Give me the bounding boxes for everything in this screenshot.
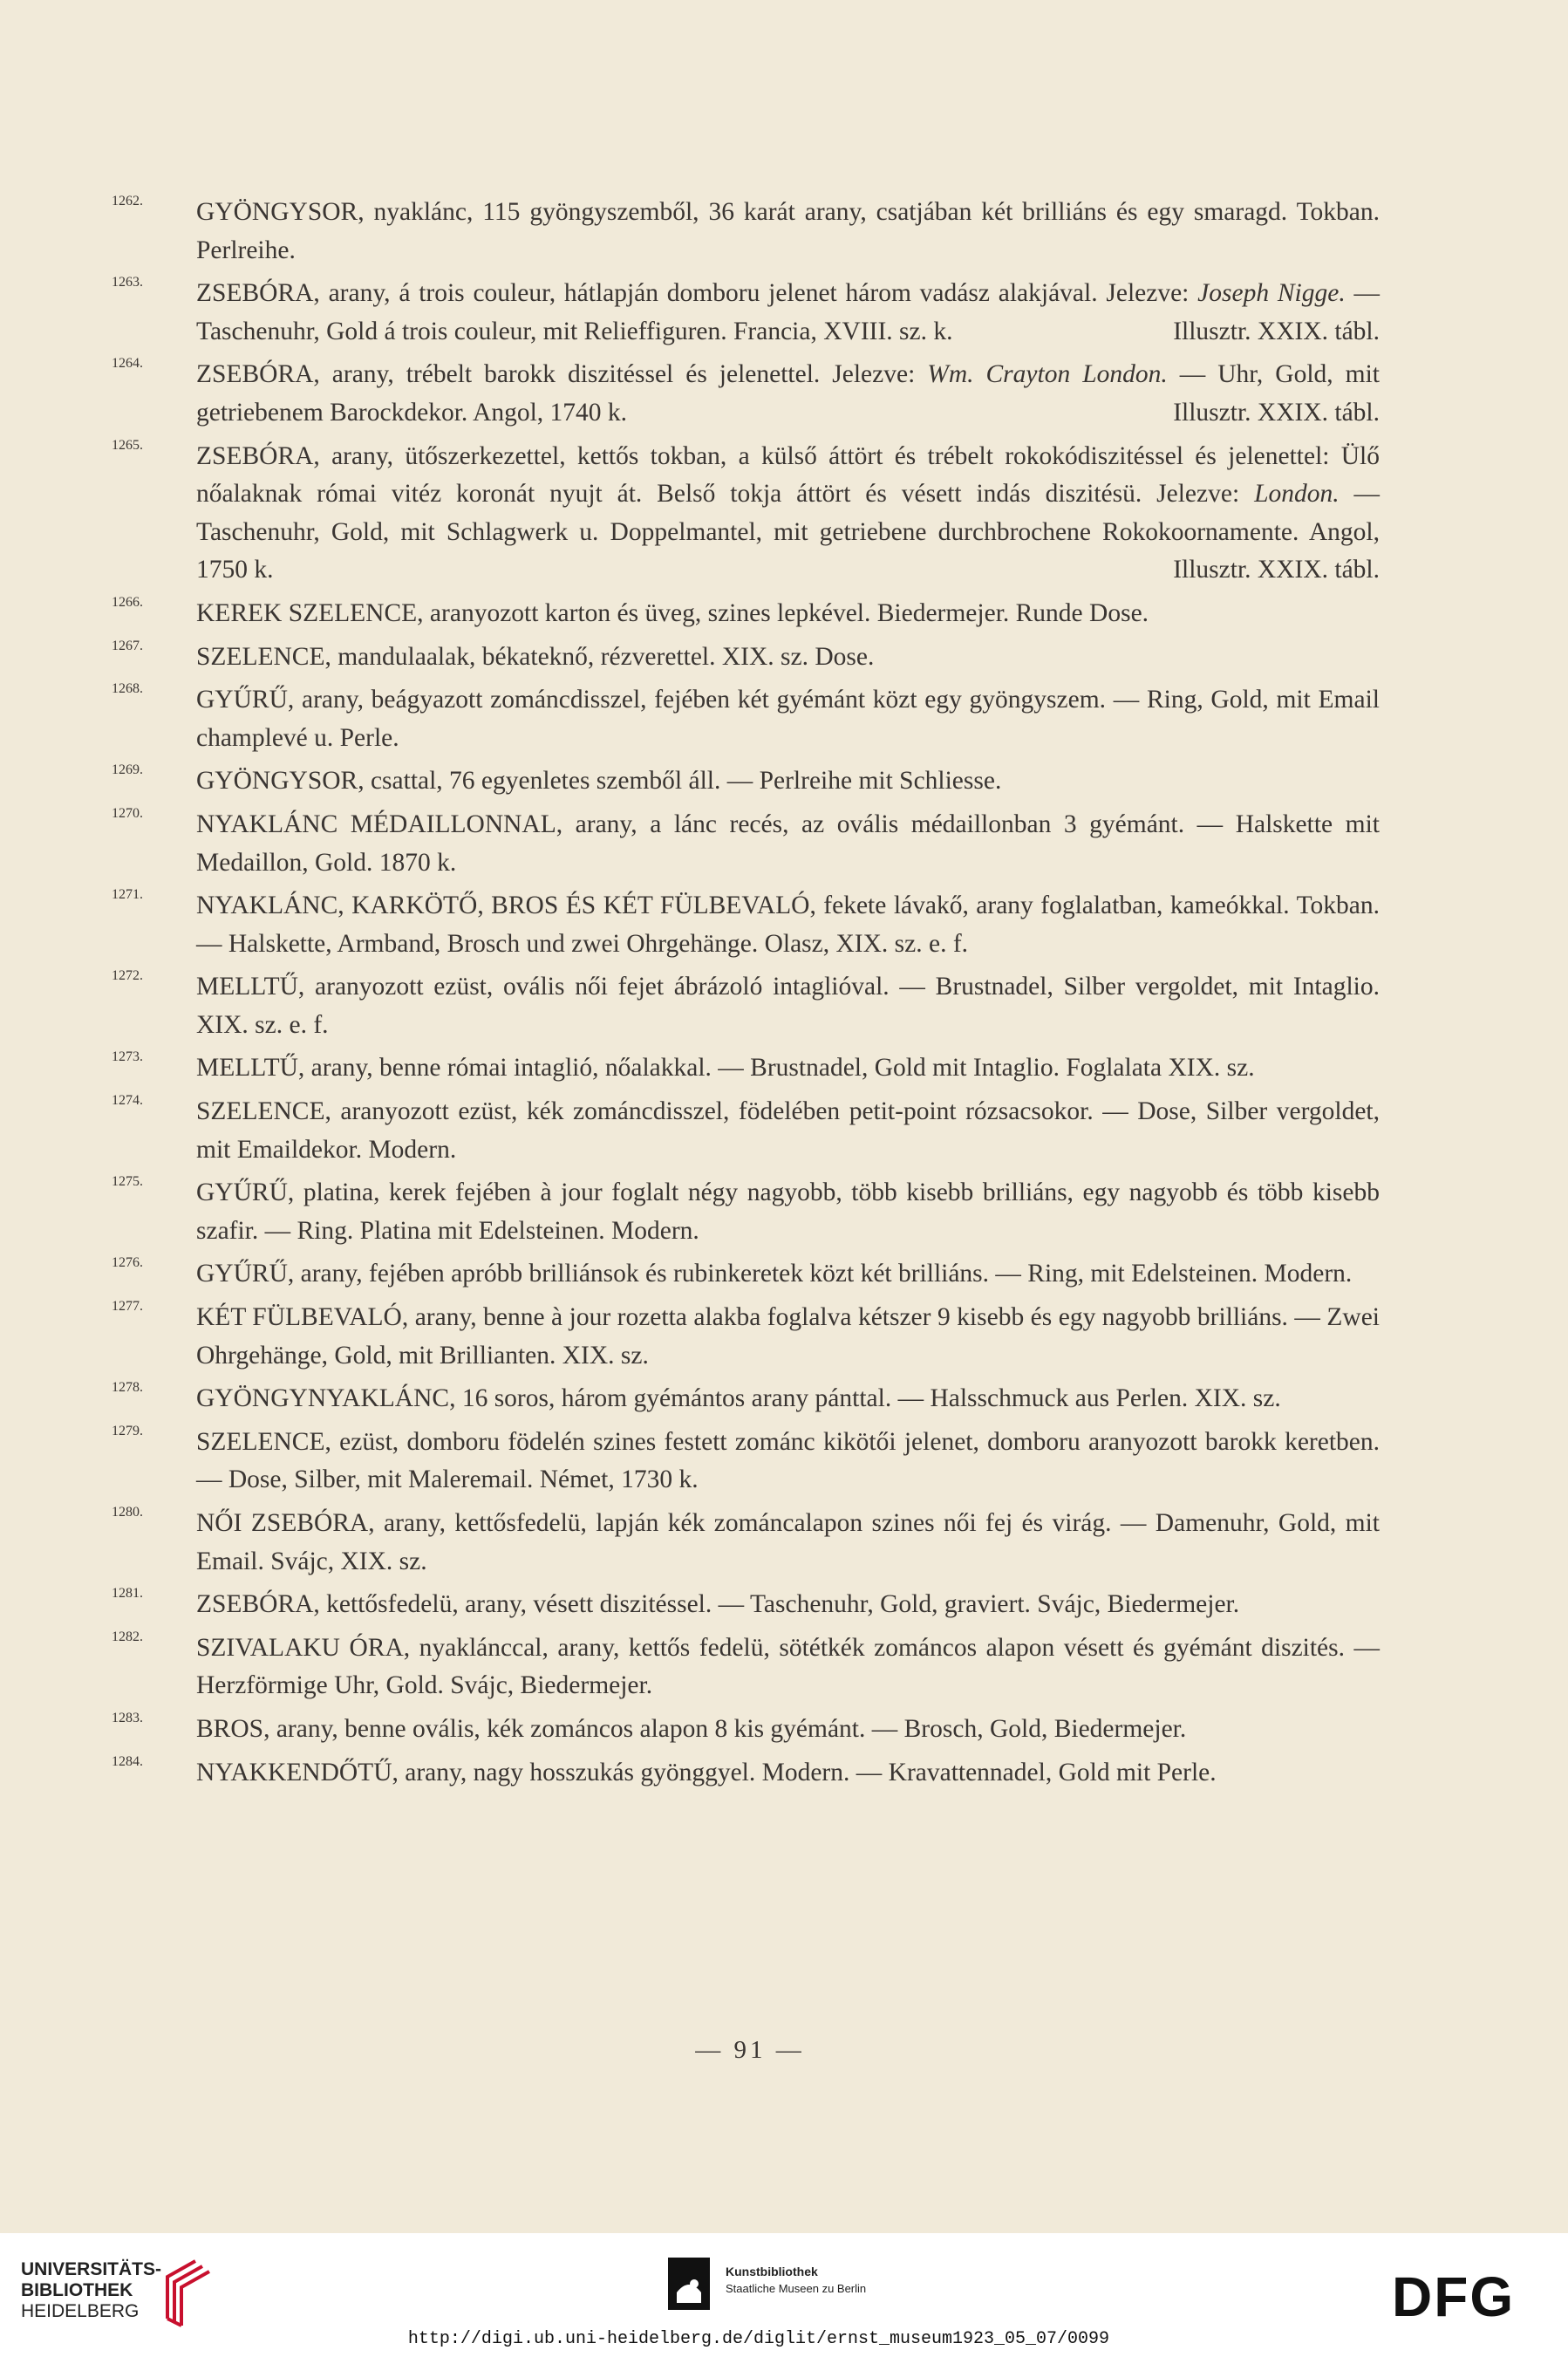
kunstbibliothek-name: Kunstbibliothek xyxy=(726,2265,818,2278)
entry-description xyxy=(196,356,1380,432)
entry-text: GYÖNGYNYAKLÁNC, 16 soros, három gyémántos arany pánttal. — Halsschmuck aus Perlen. XIX. sz. xyxy=(196,1384,1281,1413)
entry-description xyxy=(196,887,1380,963)
kunstbibliothek-subtitle: Staatliche Museen zu Berlin xyxy=(726,2282,867,2295)
catalog-entries xyxy=(112,194,1380,1797)
entry-text-continued: — Taschenuhr, Gold á trois couleur, mit Relieffiguren. Francia, XVIII. sz. k. xyxy=(196,279,1381,345)
entry-text: ZSEBÓRA, arany, á trois couleur, hátlapján domboru jelenet három vadász alakjával. Jelezve: xyxy=(196,279,1198,308)
catalog-entry xyxy=(112,1505,1380,1581)
entry-text: KÉT FÜLBEVALÓ, arany, benne à jour rozetta alakba foglalva kétszer 9 kisebb és egy nagyobb brilliáns. — Zwei Ohrgehänge, Gold, mit Brillianten. XIX. sz. xyxy=(196,1303,1380,1370)
catalog-entry xyxy=(112,968,1380,1044)
catalog-entry xyxy=(112,1629,1380,1705)
entry-number: 1269. xyxy=(112,762,143,778)
illustration-reference: Illusztr. XXIX. tábl. xyxy=(1173,317,1380,345)
entry-number: 1275. xyxy=(112,1174,143,1190)
entry-description xyxy=(196,595,1380,633)
entry-description xyxy=(196,681,1380,757)
entry-text: ZSEBÓRA, arany, trébelt barokk diszitéssel és jelenettel. Jelezve: xyxy=(196,360,928,389)
catalog-entry xyxy=(112,1049,1380,1088)
entry-text: NYAKKENDŐTŰ, arany, nagy hosszukás gyönggyel. Modern. — Kravattennadel, Gold mit Perle. xyxy=(196,1758,1217,1787)
entry-description xyxy=(196,1299,1380,1375)
entry-text: BROS, arany, benne ovális, kék zománcos alapon 8 kis gyémánt. — Brosch, Gold, Biedermejer. xyxy=(196,1714,1187,1743)
entry-text: GYÖNGYSOR, csattal, 76 egyenletes szemből áll. — Perlreihe mit Schliesse. xyxy=(196,767,1002,796)
entry-number: 1277. xyxy=(112,1299,143,1315)
kunstbibliothek-mark-icon xyxy=(668,2258,710,2310)
catalog-entry xyxy=(112,275,1380,351)
ub-heidelberg-logo[interactable] xyxy=(21,2259,161,2322)
entry-text: GYŰRŰ, arany, fejében apróbb brilliánsok és rubinkeretek közt két brilliáns. — Ring, mit Edelsteinen. Modern. xyxy=(196,1260,1353,1288)
entry-text: NYAKLÁNC, KARKÖTŐ, BROS ÉS KÉT FÜLBEVALÓ, fekete lávakő, arany foglalatban, kameókkal. Tokban. — Halskette, Armband, Brosch und zwei Ohrgehänge. Olasz, XIX. sz. e. f. xyxy=(196,892,1380,958)
entry-description xyxy=(196,1586,1380,1624)
catalog-entry xyxy=(112,681,1380,757)
catalog-entry xyxy=(112,762,1380,801)
catalog-entry xyxy=(112,356,1380,432)
catalog-entry xyxy=(112,1754,1380,1793)
illustration-reference: Illusztr. XXIX. tábl. xyxy=(1173,556,1380,584)
ub-logo-line-1: UNIVERSITÄTS- xyxy=(21,2259,162,2279)
entry-description xyxy=(196,1424,1380,1500)
catalog-entry xyxy=(112,639,1380,677)
entry-description xyxy=(196,1505,1380,1581)
entry-number: 1284. xyxy=(112,1753,143,1769)
entry-number: 1278. xyxy=(112,1380,143,1396)
entry-description xyxy=(196,1049,1380,1088)
entry-number: 1281. xyxy=(112,1586,143,1602)
catalog-entry xyxy=(112,887,1380,963)
entry-description xyxy=(196,1380,1380,1418)
entry-text-continued: — Taschenuhr, Gold, mit Schlagwerk u. Doppelmantel, mit getriebene durchbrochene Rokokoornamente. Angol, 1750 k. xyxy=(196,480,1381,584)
entry-description xyxy=(196,1711,1380,1749)
entry-text-continued: — Uhr, Gold, mit getriebenem Barockdekor. Angol, 1740 k. xyxy=(196,360,1380,427)
entry-text: MELLTŰ, aranyozott ezüst, ovális női fejet ábrázoló intaglióval. — Brustnadel, Silber vergoldet, mit Intaglio. XIX. sz. e. f. xyxy=(196,973,1380,1039)
entry-number: 1273. xyxy=(112,1049,143,1065)
catalog-entry xyxy=(112,1424,1380,1500)
maker-mark: Wm. Crayton London. xyxy=(927,360,1168,389)
entry-number: 1272. xyxy=(112,968,143,984)
entry-description xyxy=(196,806,1380,882)
entry-text: KEREK SZELENCE, aranyozott karton és üveg, szines lepkével. Biedermejer. Runde Dose. xyxy=(196,598,1149,627)
entry-text: SZELENCE, mandulaalak, békateknő, rézverettel. XIX. sz. Dose. xyxy=(196,642,875,671)
entry-number: 1280. xyxy=(112,1505,143,1520)
entry-text: GYŰRŰ, arany, beágyazott zománcdisszel, fejében két gyémánt közt egy gyöngyszem. — Ring, Gold, mit Email champlevé u. Perle. xyxy=(196,686,1380,752)
entry-description xyxy=(196,968,1380,1044)
entry-number: 1265. xyxy=(112,437,143,453)
catalog-entry xyxy=(112,1380,1380,1418)
entry-number: 1264. xyxy=(112,356,143,372)
entry-text: SZELENCE, aranyozott ezüst, kék zománcdisszel, födelében petit-point rózsacsokor. — Dose, Silber vergoldet, mit Emaildekor. Modern. xyxy=(196,1097,1380,1164)
entry-text: ZSEBÓRA, arany, ütőszerkezettel, kettős tokban, a külső áttört és trébelt rokokódiszitéssel és jelenettel: Ülő nőalaknak római vitéz koronát nyujt át. Belső tokja áttört és vésett indás diszitésü. Jelezve: xyxy=(196,441,1380,509)
ub-logo-line-3: HEIDELBERG xyxy=(21,2301,140,2321)
entry-number: 1271. xyxy=(112,887,143,903)
entry-number: 1276. xyxy=(112,1255,143,1271)
entry-number: 1266. xyxy=(112,594,143,610)
entry-description xyxy=(196,275,1380,351)
catalog-entry xyxy=(112,1586,1380,1624)
entry-description xyxy=(196,1629,1380,1705)
entry-description xyxy=(196,194,1380,270)
catalog-entry xyxy=(112,1174,1380,1250)
catalog-entry xyxy=(112,194,1380,270)
catalog-entry xyxy=(112,438,1380,590)
entry-description xyxy=(196,1754,1380,1793)
entry-text: ZSEBÓRA, kettősfedelü, arany, vésett diszitéssel. — Taschenuhr, Gold, graviert. Svájc, Biedermejer. xyxy=(196,1590,1240,1619)
ub-logo-line-2: BIBLIOTHEK xyxy=(21,2280,133,2300)
entry-description xyxy=(196,762,1380,801)
entry-description xyxy=(196,639,1380,677)
permalink-url[interactable]: http://digi.ub.uni-heidelberg.de/diglit/ernst_museum1923_05_07/0099 xyxy=(407,2329,1110,2349)
ub-logo-mark-icon xyxy=(159,2258,215,2327)
entry-number: 1283. xyxy=(112,1710,143,1725)
illustration-reference: Illusztr. XXIX. tábl. xyxy=(1173,398,1380,427)
entry-number: 1274. xyxy=(112,1093,143,1109)
maker-mark: London. xyxy=(1254,480,1340,509)
entry-text: NŐI ZSEBÓRA, arany, kettősfedelü, lapján kék zománcalapon szines női fej és virág. — Damenuhr, Gold, mit Email. Svájc, XIX. sz. xyxy=(196,1509,1380,1575)
catalog-entry xyxy=(112,595,1380,633)
footer-bar xyxy=(0,2233,1568,2357)
maker-mark: Joseph Nigge. xyxy=(1197,279,1346,308)
entry-number: 1279. xyxy=(112,1423,143,1438)
entry-text: MELLTŰ, arany, benne római intaglió, nőalakkal. — Brustnadel, Gold mit Intaglio. Foglalata XIX. sz. xyxy=(196,1054,1255,1083)
catalog-entry xyxy=(112,1299,1380,1375)
entry-description xyxy=(196,1174,1380,1250)
entry-number: 1268. xyxy=(112,681,143,697)
entry-text: SZELENCE, ezüst, domboru födelén szines festett zománc kikötői jelenet, domboru aranyozott barokk keretben. — Dose, Silber, mit Maleremail. Német, 1730 k. xyxy=(196,1427,1380,1494)
catalog-entry xyxy=(112,1093,1380,1169)
entry-number: 1282. xyxy=(112,1629,143,1644)
entry-number: 1262. xyxy=(112,194,143,208)
catalog-entry xyxy=(112,1255,1380,1294)
dfg-logo[interactable]: DFG xyxy=(1392,2265,1516,2328)
entry-number: 1263. xyxy=(112,275,143,290)
entry-description xyxy=(196,438,1380,590)
page-number: — 91 — xyxy=(695,2036,805,2064)
entry-text: GYÖNGYSOR, nyaklánc, 115 gyöngyszemből, 36 karát arany, csatjában két brilliáns és egy smaragd. Tokban. Perlreihe. xyxy=(196,198,1380,264)
entry-description xyxy=(196,1093,1380,1169)
entry-number: 1270. xyxy=(112,805,143,821)
catalog-entry xyxy=(112,1711,1380,1749)
entry-description xyxy=(196,1255,1380,1294)
catalog-entry xyxy=(112,806,1380,882)
entry-text: GYŰRŰ, platina, kerek fejében à jour foglalt négy nagyobb, több kisebb brilliáns, egy nagyobb és több kisebb szafir. — Ring. Platina mit Edelsteinen. Modern. xyxy=(196,1178,1380,1245)
entry-text: SZIVALAKU ÓRA, nyaklánccal, arany, kettős fedelü, sötétkék zománcos alapon vésett és gyémánt diszités. — Herzförmige Uhr, Gold. Svájc, Biedermejer. xyxy=(196,1633,1380,1700)
entry-text: NYAKLÁNC MÉDAILLONNAL, arany, a lánc recés, az ovális médaillonban 3 gyémánt. — Halskette mit Medaillon, Gold. 1870 k. xyxy=(196,810,1380,877)
entry-number: 1267. xyxy=(112,638,143,653)
